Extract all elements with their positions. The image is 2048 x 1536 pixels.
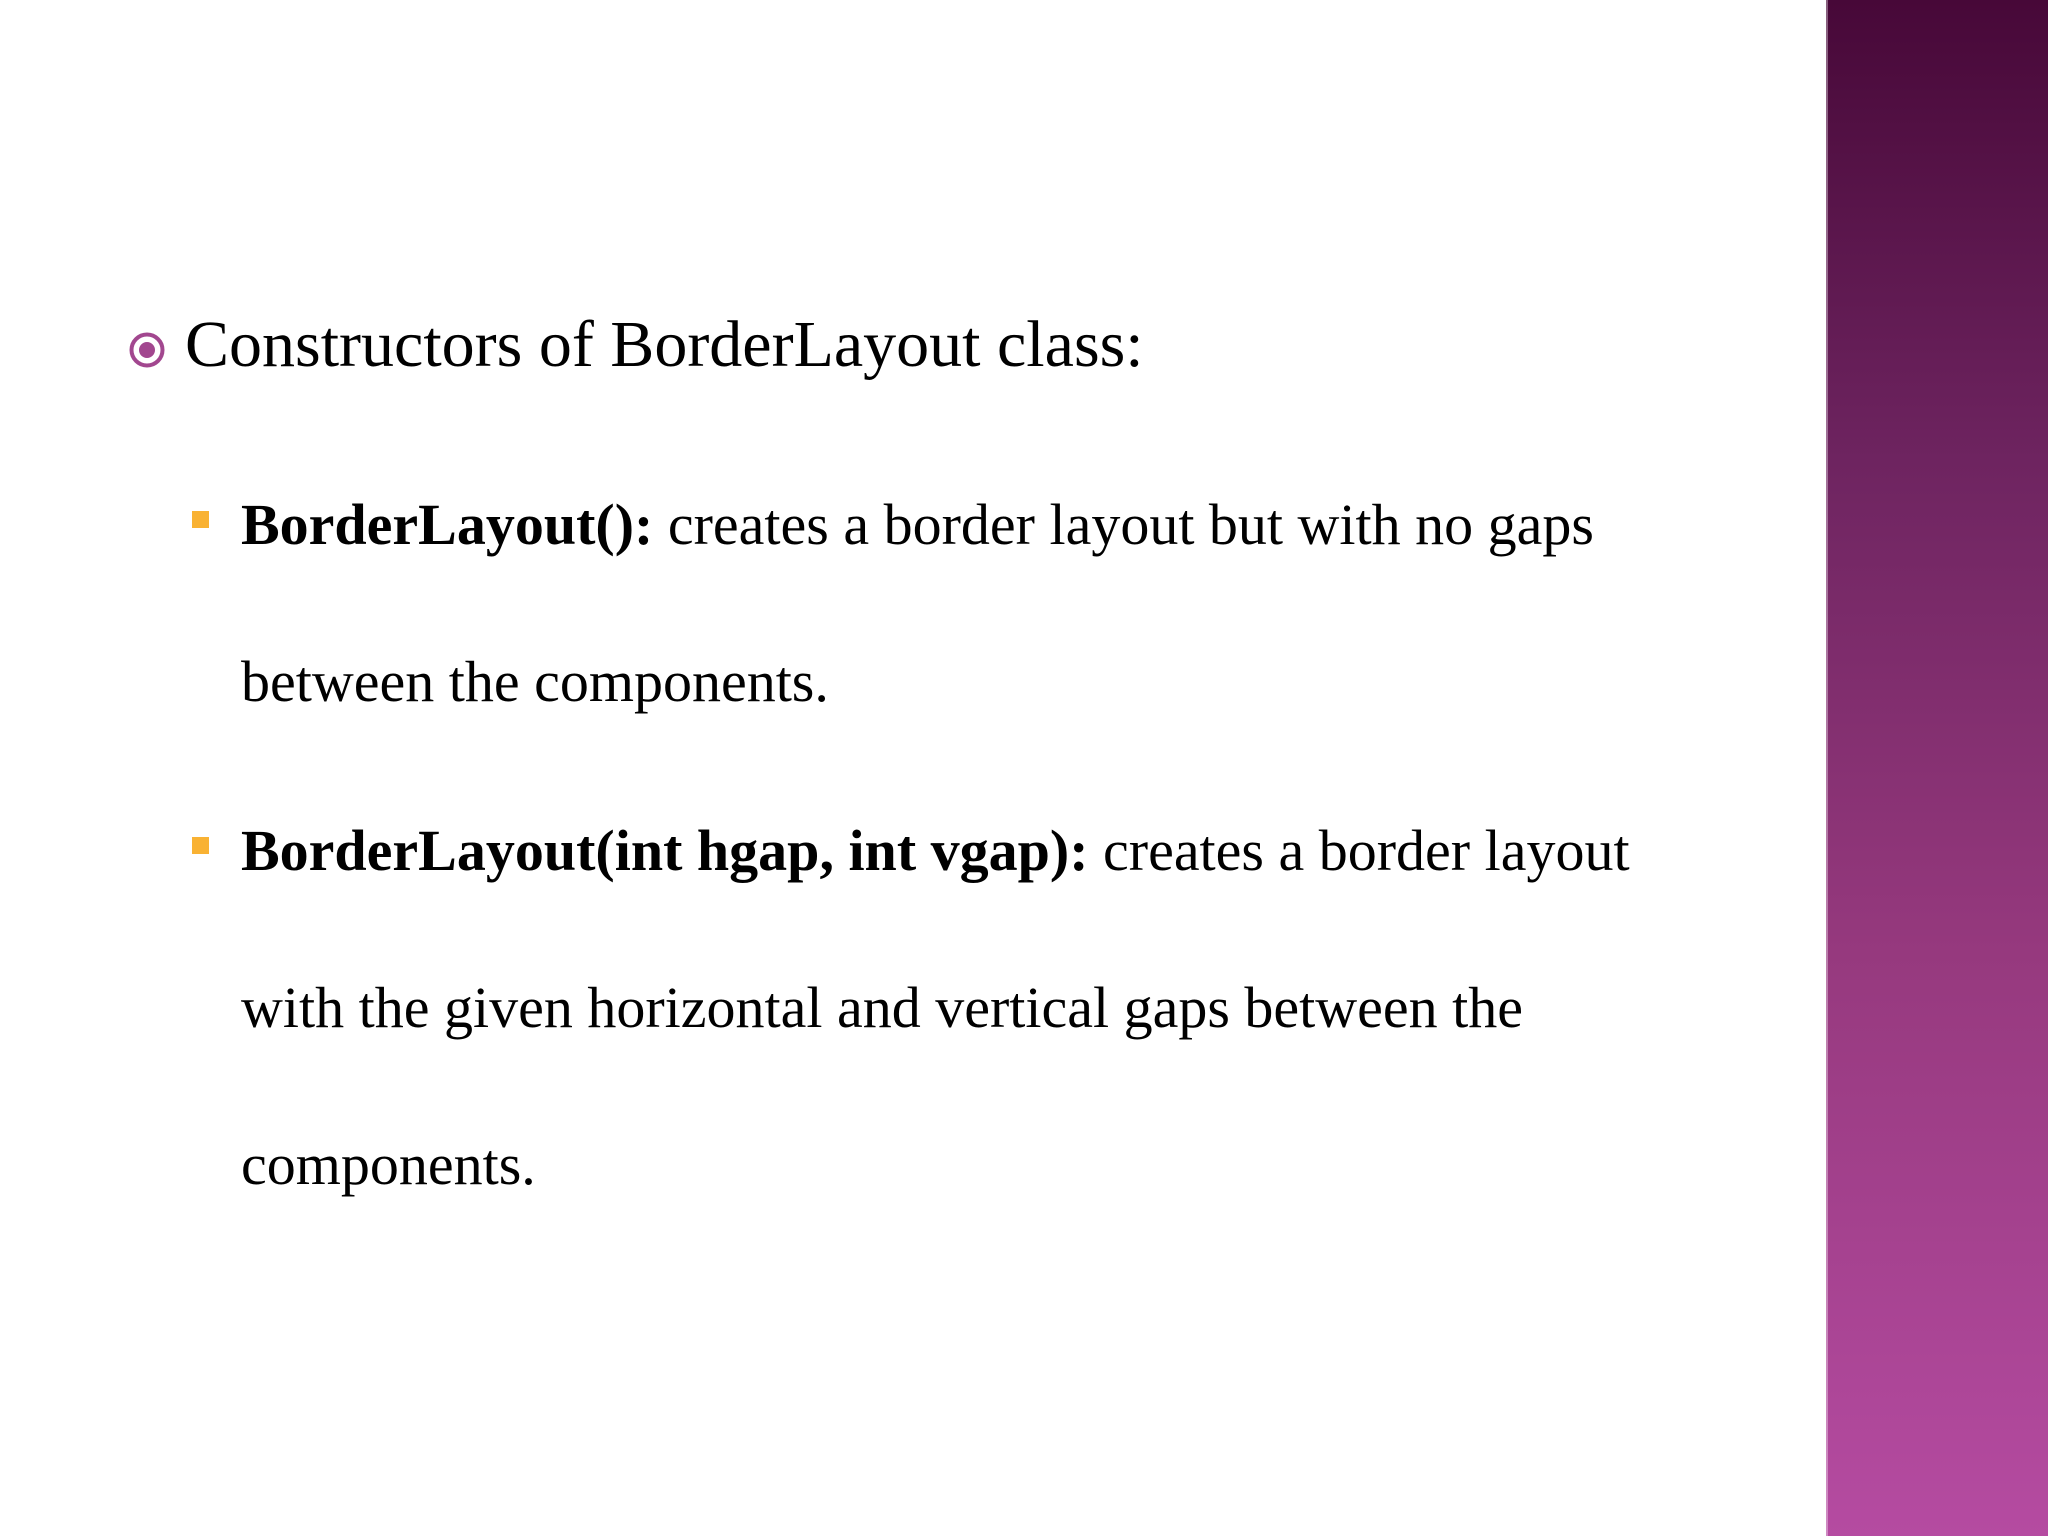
side-band-divider (1826, 0, 1828, 1536)
constructor-term: BorderLayout(int hgap, int vgap): (241, 818, 1089, 883)
constructor-item-text (241, 446, 1701, 760)
constructor-description: creates a border layout but with no gaps between the components. (241, 492, 1594, 714)
constructor-description: creates a border layout with the given horizontal and vertical gaps between the components. (241, 818, 1630, 1197)
heading-text: Constructors of BorderLayout class: (185, 308, 1144, 381)
constructor-item-text (241, 772, 1701, 1243)
decorative-side-band (1826, 0, 2048, 1536)
target-circle-icon (128, 331, 166, 369)
square-bullet-icon (192, 837, 209, 854)
square-bullet-icon (192, 511, 209, 528)
constructor-term: BorderLayout(): (241, 492, 654, 557)
